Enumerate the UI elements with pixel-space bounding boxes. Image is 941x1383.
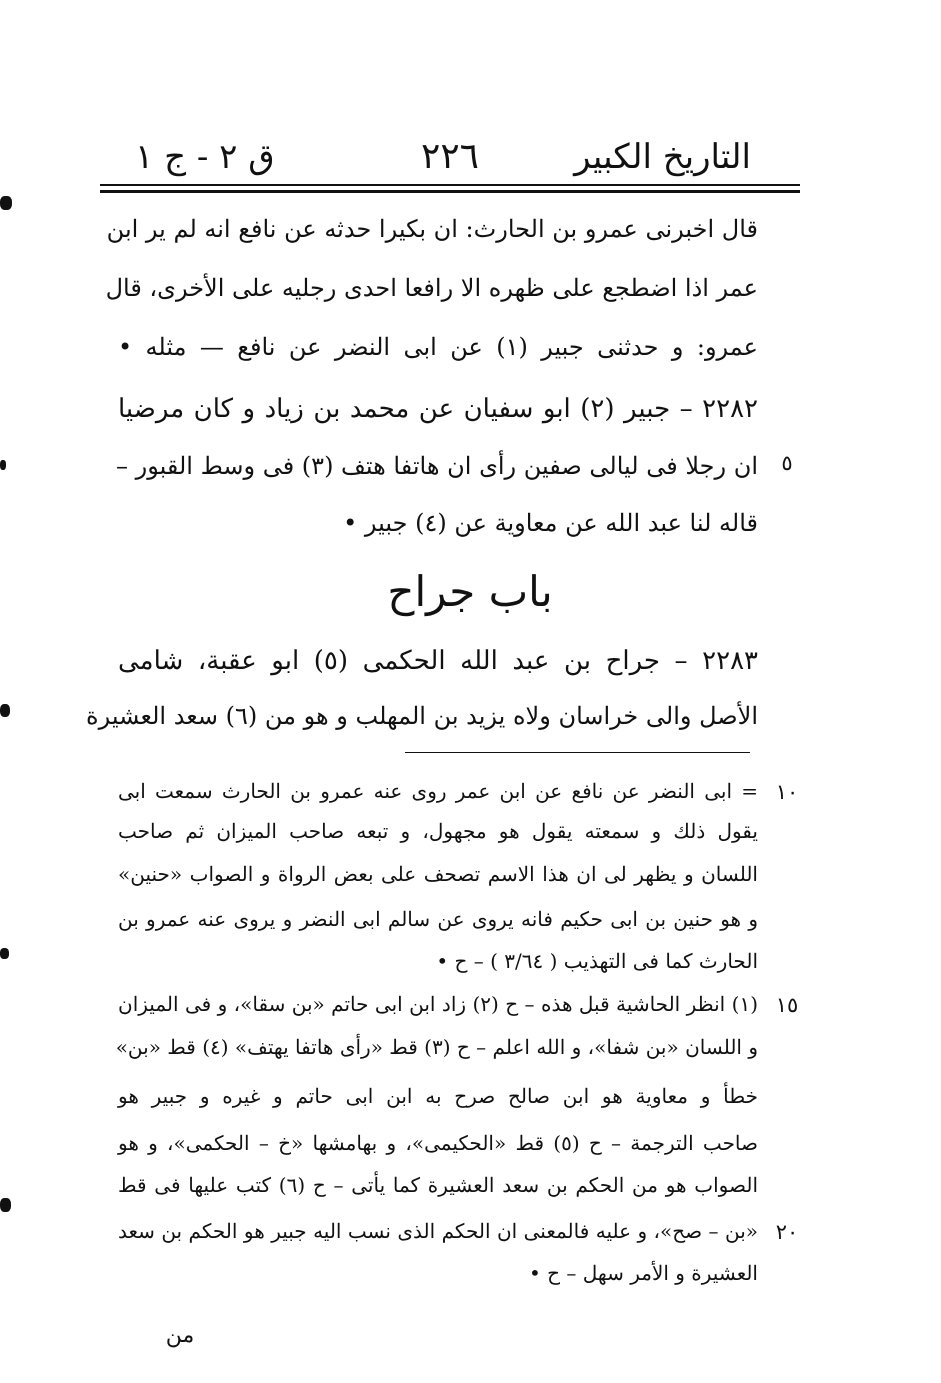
footnote-line: و هو حنين بن ابى حكيم فانه يروى عن سالم ابى النضر و يروى عنه عمرو بن — [118, 907, 758, 931]
main-text-line: عمر اذا اضطجع على ظهره الا رافعا احدى رجليه على الأخرى، قال — [105, 274, 758, 302]
line-number: ١٥ — [775, 993, 799, 1017]
footnote-line: يقول ذلك و سمعته يقول هو مجهول، و تبعه صاحب الميزان ثم صاحب — [118, 819, 758, 843]
main-text-line: ان رجلا فى ليالى صفين رأى ان هاتفا هتف (٣) فى وسط القبور – — [115, 452, 758, 480]
line-number: ٥ — [781, 451, 793, 475]
scan-mark — [0, 1198, 11, 1212]
main-text-line: قاله لنا عبد الله عن معاوية عن (٤) جبير • — [343, 509, 758, 537]
scan-mark — [0, 460, 6, 470]
line-number: ٢٠ — [775, 1220, 799, 1244]
footnote-line: «بن – صح»، و عليه فالمعنى ان الحكم الذى نسب اليه جبير هو الحكم بن سعد — [118, 1219, 758, 1243]
entry-2282-heading: ٢٢٨٢ – جبير (٢) ابو سفيان عن محمد بن زياد و كان مرضيا — [118, 394, 759, 424]
line-number: ١٠ — [775, 780, 799, 804]
header-rule-bottom — [100, 190, 800, 193]
footnote-line: الحارث كما فى التهذيب ( ٣/٦٤ ) – ح • — [436, 949, 758, 973]
catchword: من — [165, 1323, 195, 1348]
main-text-line: عمرو: و حدثنى جبير (١) عن ابى النضر عن نافع — مثله • — [118, 333, 758, 361]
footnote-separator — [405, 752, 750, 753]
scan-mark — [0, 704, 10, 717]
footnote-line: اللسان و يظهر لى ان هذا الاسم تصحف على بعض الرواة و الصواب «حنين» — [118, 862, 758, 886]
section-title: باب جراح — [387, 567, 553, 616]
volume-reference: ق ٢ - ج ١ — [135, 137, 275, 177]
book-title: التاريخ الكبير — [574, 137, 751, 177]
footnote-line: العشيرة و الأمر سهل – ح • — [528, 1261, 758, 1285]
scan-mark — [0, 948, 9, 959]
footnote-line: الصواب هو من الحكم بن سعد العشيرة كما يأتى – ح (٦) كتب عليها فى قط — [118, 1173, 759, 1197]
page-number: ٢٢٦ — [420, 136, 479, 177]
footnote-line: صاحب الترجمة – ح (٥) قط «الحكيمى»، و بهامشها «خ – الحكمى»، و هو — [118, 1131, 759, 1155]
footnote-line: و اللسان «بن شفا»، و الله اعلم – ح (٣) قط «رأى هاتفا يهتف» (٤) قط «بن» — [115, 1035, 758, 1059]
footnote-line: = ابى النضر عن نافع عن ابن عمر روى عنه عمرو بن الحارث سمعت ابى — [118, 779, 758, 803]
footnote-line: (١) انظر الحاشية قبل هذه – ح (٢) زاد ابن ابى حاتم «بن سقا»، و فى الميزان — [118, 992, 758, 1016]
header-rule-top — [100, 184, 800, 186]
scan-mark — [0, 196, 12, 210]
footnote-line: خطأ و معاوية هو ابن صالح صرح به ابن ابى حاتم و غيره و جبير هو — [118, 1084, 758, 1108]
main-text-line: قال اخبرنى عمرو بن الحارث: ان بكيرا حدثه عن نافع انه لم ير ابن — [106, 215, 758, 243]
main-text-line: الأصل والى خراسان ولاه يزيد بن المهلب و هو من (٦) سعد العشيرة — [86, 702, 758, 730]
entry-2283-heading: ٢٢٨٣ – جراح بن عبد الله الحكمى (٥) ابو عقبة، شامى — [118, 646, 758, 676]
